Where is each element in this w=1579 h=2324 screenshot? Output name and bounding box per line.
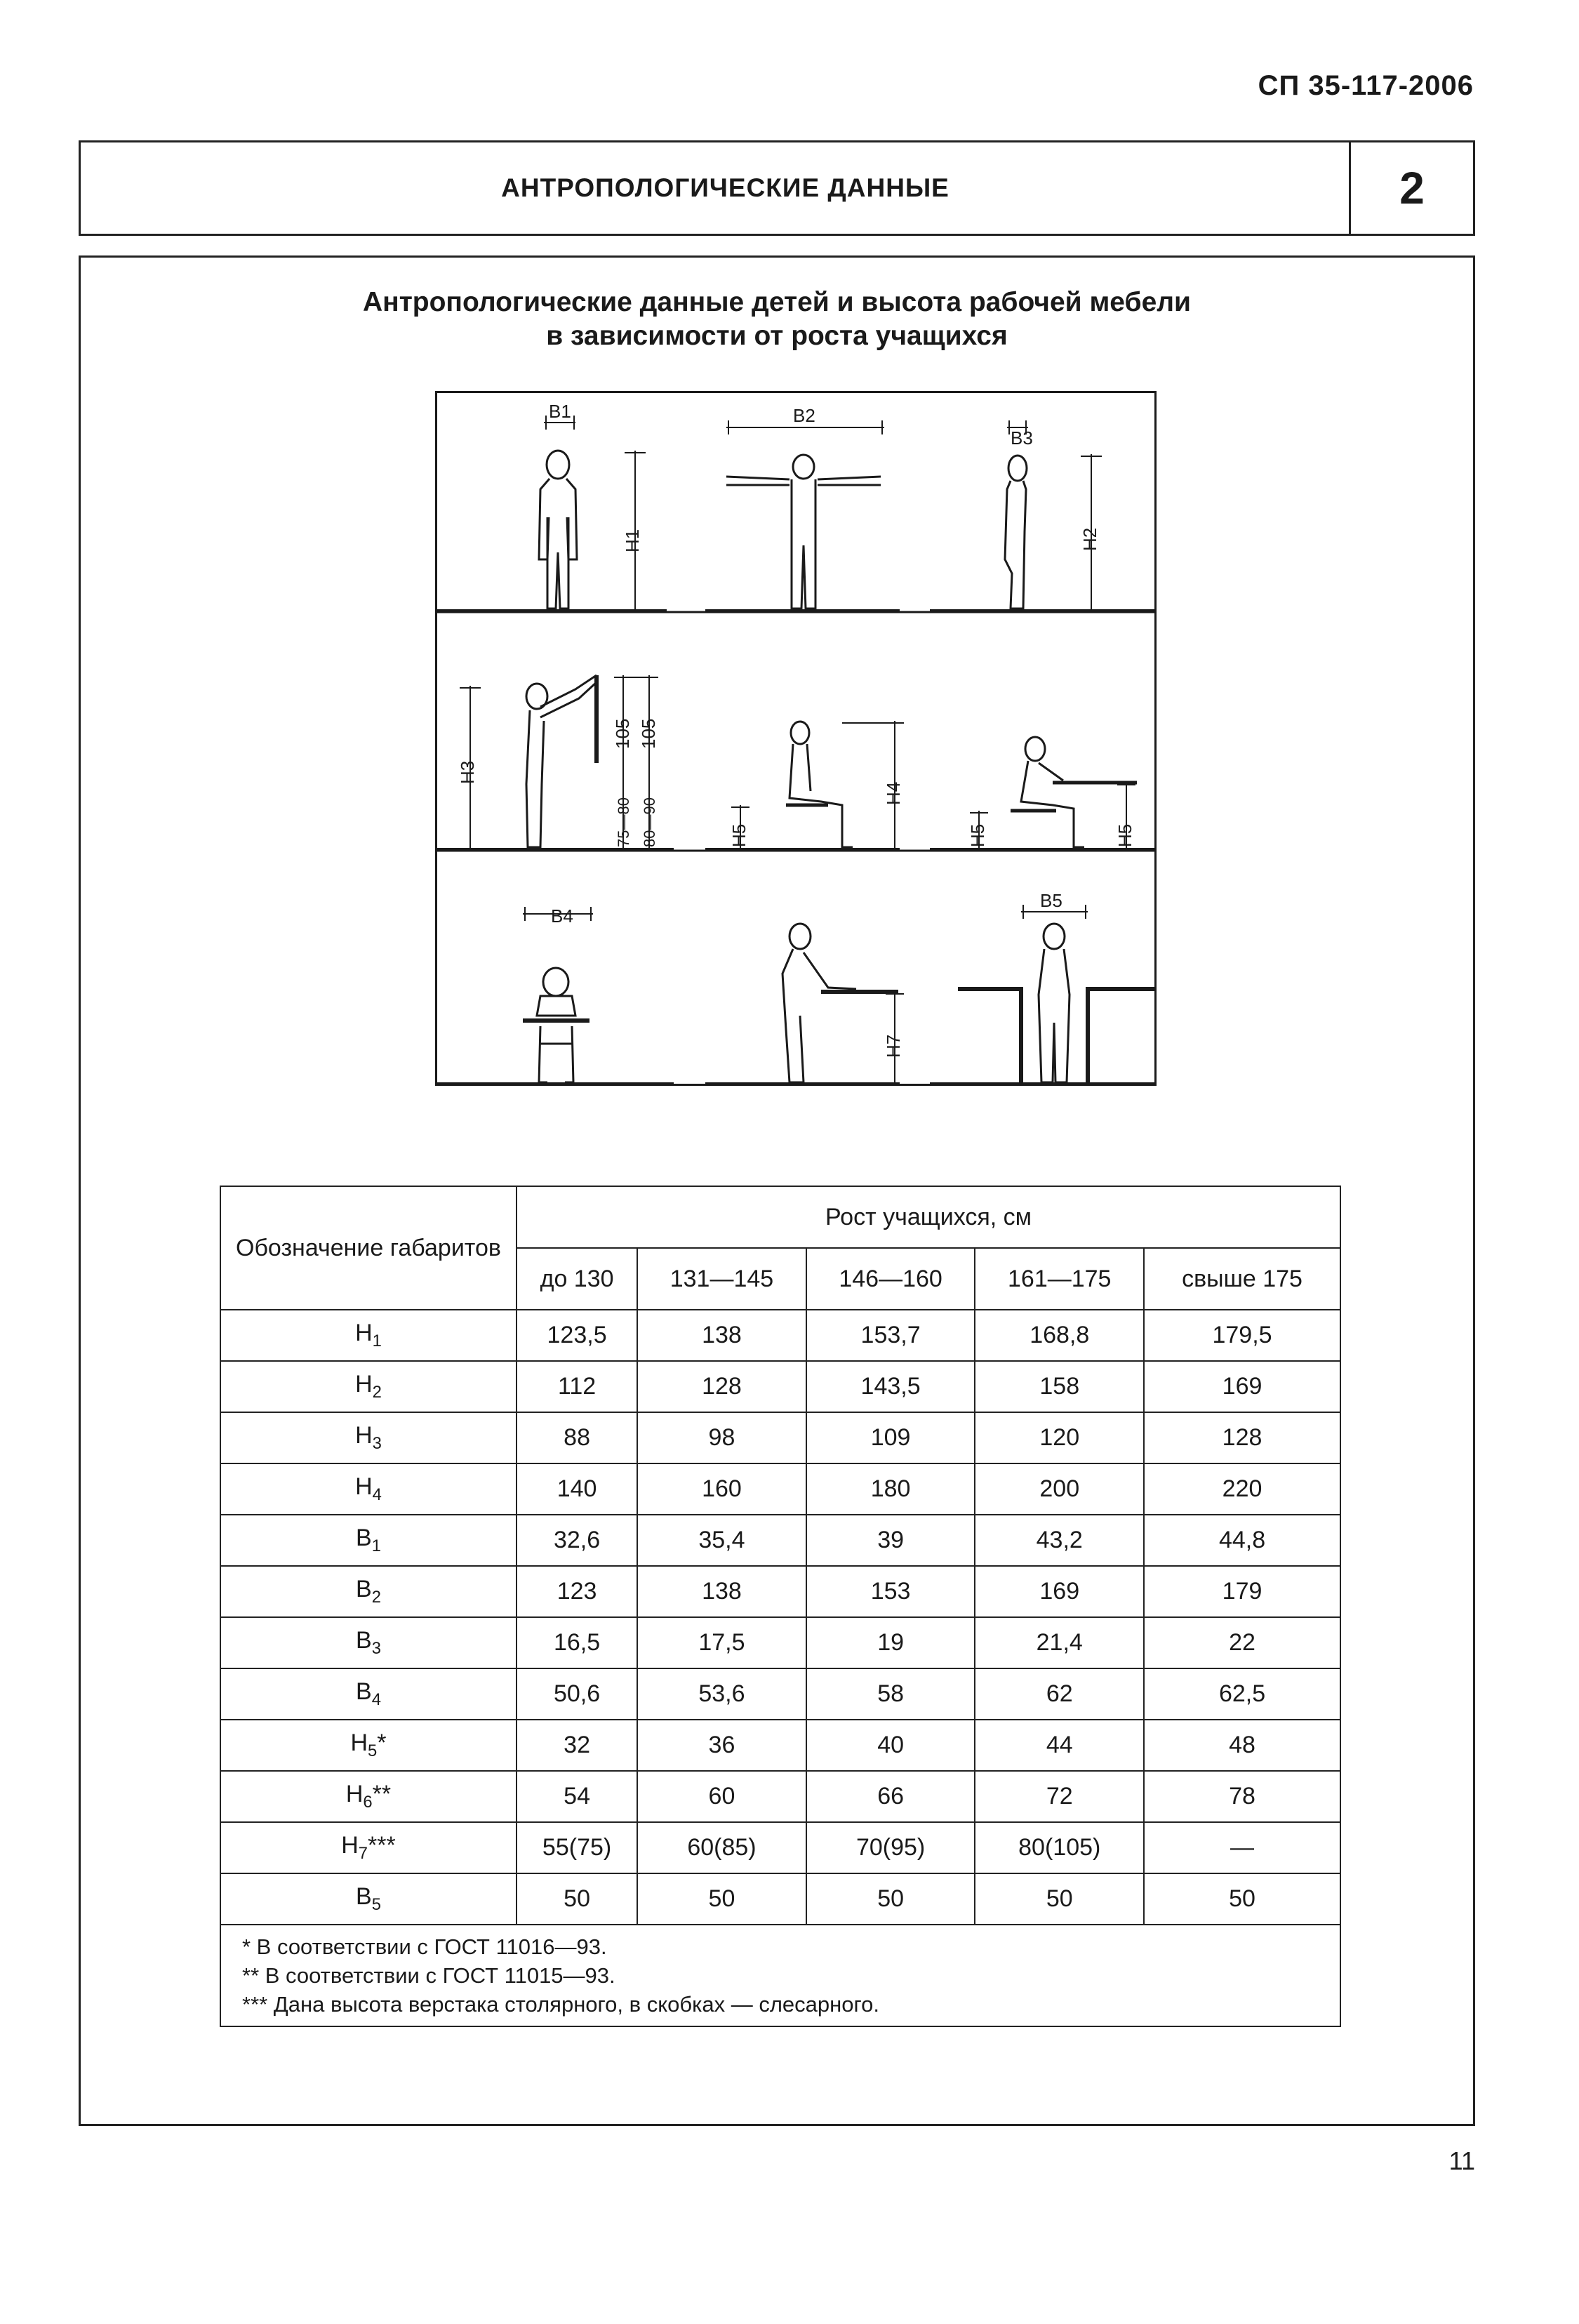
note-2: ** В соответствии с ГОСТ 11015—93. — [242, 1963, 615, 1988]
table-cell: 50 — [517, 1873, 637, 1925]
table-cell: 44,8 — [1144, 1515, 1340, 1566]
table-cell: 168,8 — [975, 1310, 1144, 1361]
label-105-a: 105 — [612, 718, 633, 749]
label-h2: H2 — [1079, 527, 1100, 551]
table-cell: 220 — [1144, 1463, 1340, 1515]
table-cell: 143,5 — [806, 1361, 975, 1412]
table-cell: 169 — [1144, 1361, 1340, 1412]
table-cell: 54 — [517, 1771, 637, 1822]
table-cell: 66 — [806, 1771, 975, 1822]
table-cell: 70(95) — [806, 1822, 975, 1873]
row-designation: $H_2$ — [220, 1361, 517, 1412]
table-row — [220, 1720, 1340, 1771]
table-cell: 120 — [975, 1412, 1144, 1463]
row-designation: $B_5$ — [220, 1873, 517, 1925]
table-row — [220, 1771, 1340, 1822]
table-row — [220, 1515, 1340, 1566]
table-cell: 179,5 — [1144, 1310, 1340, 1361]
label-h4: H4 — [883, 781, 904, 805]
section-header — [79, 140, 1475, 236]
table-row — [220, 1412, 1340, 1463]
table-cell: 48 — [1144, 1720, 1340, 1771]
table-row — [220, 1668, 1340, 1720]
designation-header: Обозначение габаритов — [220, 1186, 517, 1310]
row-designation: $B_2$ — [220, 1566, 517, 1617]
table-cell: 50 — [637, 1873, 806, 1925]
table-cell: 88 — [517, 1412, 637, 1463]
label-80-90: 80—90 — [641, 797, 658, 847]
row-designation: $H_7***$ — [220, 1822, 517, 1873]
row-designation: $H_3$ — [220, 1412, 517, 1463]
section-title: АНТРОПОЛОГИЧЕСКИЕ ДАННЫЕ — [501, 173, 950, 202]
table-cell: 140 — [517, 1463, 637, 1515]
column-header: 161—175 — [975, 1248, 1144, 1310]
table-cell: 19 — [806, 1617, 975, 1668]
table-cell: 53,6 — [637, 1668, 806, 1720]
row-designation: $B_1$ — [220, 1515, 517, 1566]
table-cell: 44 — [975, 1720, 1144, 1771]
table-cell: 39 — [806, 1515, 975, 1566]
table-cell: 62,5 — [1144, 1668, 1340, 1720]
note-1: * В соответствии с ГОСТ 11016—93. — [242, 1934, 607, 1959]
table-cell: 32 — [517, 1720, 637, 1771]
table-cell: 138 — [637, 1566, 806, 1617]
table-cell: 153,7 — [806, 1310, 975, 1361]
label-h5-c: H5 — [1114, 823, 1135, 847]
growth-header: Рост учащихся, см — [517, 1186, 1340, 1248]
table-cell: 80(105) — [975, 1822, 1144, 1873]
table-cell: 153 — [806, 1566, 975, 1617]
table-cell: 50 — [1144, 1873, 1340, 1925]
table-cell: — — [1144, 1822, 1340, 1873]
figure-standing-workbench — [782, 924, 898, 1082]
table-cell: 160 — [637, 1463, 806, 1515]
row-designation: $H_6**$ — [220, 1771, 517, 1822]
table-cell: 36 — [637, 1720, 806, 1771]
label-b4: B4 — [551, 905, 573, 927]
row-designation: $H_1$ — [220, 1310, 517, 1361]
row-designation: $B_3$ — [220, 1617, 517, 1668]
table-cell: 60 — [637, 1771, 806, 1822]
column-header: до 130 — [517, 1248, 637, 1310]
table-cell: 123,5 — [517, 1310, 637, 1361]
column-header: свыше 175 — [1144, 1248, 1340, 1310]
figure-reaching-board — [526, 675, 597, 847]
table-row — [220, 1566, 1340, 1617]
table-cell: 58 — [806, 1668, 975, 1720]
table-cell: 180 — [806, 1463, 975, 1515]
table-cell: 158 — [975, 1361, 1144, 1412]
label-h3: H3 — [457, 760, 478, 784]
table-row — [220, 1822, 1340, 1873]
figure-seated-front — [523, 968, 589, 1082]
column-header: 146—160 — [806, 1248, 975, 1310]
row-designation: $B_4$ — [220, 1668, 517, 1720]
figure-title-line-1: Антропологические данные детей и высота рабочей мебели — [362, 287, 1192, 317]
table-cell: 22 — [1144, 1617, 1340, 1668]
table-row — [220, 1463, 1340, 1515]
table-cell: 50,6 — [517, 1668, 637, 1720]
table-cell: 112 — [517, 1361, 637, 1412]
label-75-80: 75—80 — [615, 797, 632, 847]
label-105-b: 105 — [638, 718, 659, 749]
table-cell: 16,5 — [517, 1617, 637, 1668]
row-designation: $H_5*$ — [220, 1720, 517, 1771]
table-cell: 35,4 — [637, 1515, 806, 1566]
label-h7: H7 — [883, 1034, 904, 1058]
label-h5-b: H5 — [967, 823, 988, 847]
table-cell: 128 — [637, 1361, 806, 1412]
row-designation: $H_4$ — [220, 1463, 517, 1515]
label-h1: H1 — [622, 529, 643, 552]
table-cell: 200 — [975, 1463, 1144, 1515]
table-row — [220, 1310, 1340, 1361]
table-cell: 179 — [1144, 1566, 1340, 1617]
table-cell: 55(75) — [517, 1822, 637, 1873]
table-row — [220, 1617, 1340, 1668]
page-number: 11 — [1448, 2146, 1475, 2175]
table-row — [220, 1873, 1340, 1925]
table-cell: 32,6 — [517, 1515, 637, 1566]
label-h5-a: H5 — [728, 823, 749, 847]
content-frame — [79, 255, 1475, 2126]
column-header: 131—145 — [637, 1248, 806, 1310]
label-b3: B3 — [1011, 427, 1033, 449]
table-cell: 60(85) — [637, 1822, 806, 1873]
table-cell: 50 — [806, 1873, 975, 1925]
dimensions-table — [220, 1186, 1341, 2027]
label-b5: B5 — [1040, 890, 1062, 911]
table-cell: 21,4 — [975, 1617, 1144, 1668]
figure-arms-spread — [726, 455, 881, 609]
document-code: СП 35-117-2006 — [1258, 70, 1474, 101]
label-b1: B1 — [549, 401, 571, 422]
label-b2: B2 — [793, 405, 815, 426]
table-cell: 40 — [806, 1720, 975, 1771]
table-cell: 123 — [517, 1566, 637, 1617]
section-number: 2 — [1349, 142, 1473, 234]
table-cell: 50 — [975, 1873, 1144, 1925]
figure-seated — [786, 722, 853, 847]
table-cell: 138 — [637, 1310, 806, 1361]
table-notes — [220, 1925, 1340, 2026]
table-row — [220, 1361, 1340, 1412]
table-cell: 98 — [637, 1412, 806, 1463]
figure-standing-front — [539, 451, 577, 609]
table-cell: 72 — [975, 1771, 1144, 1822]
table-cell: 78 — [1144, 1771, 1340, 1822]
note-3: *** Дана высота верстака столярного, в скобках — слесарного. — [242, 1992, 879, 2017]
table-cell: 62 — [975, 1668, 1144, 1720]
table-cell: 17,5 — [637, 1617, 806, 1668]
table-cell: 109 — [806, 1412, 975, 1463]
anthropometric-figure — [435, 391, 1157, 1086]
table-cell: 128 — [1144, 1412, 1340, 1463]
table-cell: 169 — [975, 1566, 1144, 1617]
figure-title-line-2: в зависимости от роста учащихся — [546, 321, 1008, 351]
figure-standing-side — [1005, 456, 1027, 609]
figure-standing-between-benches — [958, 924, 1154, 1082]
table-cell: 43,2 — [975, 1515, 1144, 1566]
